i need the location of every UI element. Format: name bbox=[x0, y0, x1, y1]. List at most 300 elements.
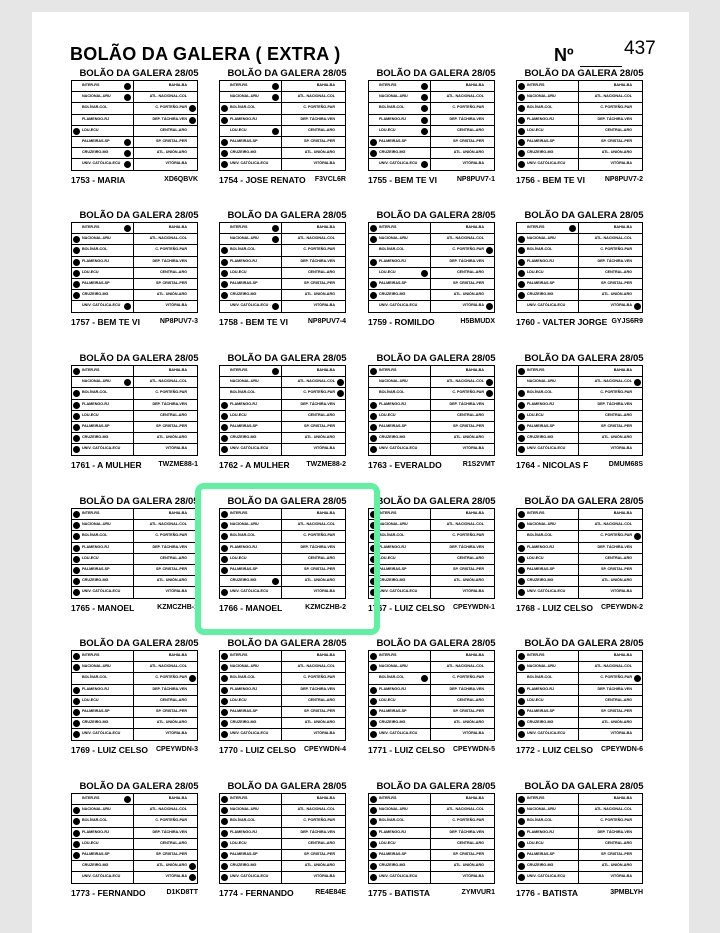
home-pick-dot bbox=[221, 270, 228, 277]
home-pick-dot bbox=[73, 236, 80, 243]
game-row bbox=[72, 828, 197, 839]
game-row bbox=[517, 148, 642, 159]
home-cell bbox=[369, 861, 431, 871]
away-team-label: VITÓRIA-BA bbox=[462, 874, 484, 879]
home-cell bbox=[517, 366, 579, 376]
home-cell bbox=[517, 301, 579, 312]
home-cell bbox=[517, 576, 579, 586]
away-cell bbox=[282, 861, 345, 871]
home-team-label: LDU-ECU bbox=[230, 127, 247, 132]
away-cell bbox=[579, 301, 642, 312]
game-row bbox=[220, 234, 345, 245]
away-cell bbox=[282, 850, 345, 860]
away-team-label: ATL. UNIÓN-ARG bbox=[156, 150, 187, 155]
home-pick-dot bbox=[518, 830, 525, 837]
home-team-label: FLAMENGO-RJ bbox=[527, 829, 555, 834]
home-cell bbox=[369, 92, 431, 102]
home-team-label: UNIV. CATÓLICA-ECU bbox=[82, 161, 121, 166]
away-cell bbox=[579, 543, 642, 553]
draw-pick-dot bbox=[124, 83, 131, 90]
ticket-footer bbox=[71, 173, 198, 187]
ticket-player-name: 1761 - A MULHER bbox=[71, 460, 142, 470]
home-cell bbox=[72, 103, 134, 113]
home-team-label: PALMEIRAS-SP bbox=[527, 281, 555, 285]
away-team-label: SP. CRISTAL-PER bbox=[303, 567, 335, 571]
home-team-label: LDU-ECU bbox=[527, 697, 544, 702]
away-team-label: BAHIA-BA bbox=[465, 653, 484, 657]
game-row bbox=[220, 565, 345, 576]
away-cell bbox=[134, 245, 197, 255]
home-pick-dot bbox=[518, 556, 525, 563]
game-row bbox=[72, 433, 197, 444]
home-pick-dot bbox=[370, 664, 377, 671]
draw-pick-dot bbox=[272, 368, 279, 375]
away-cell bbox=[431, 92, 494, 102]
away-team-label: BAHIA-BA bbox=[465, 368, 484, 372]
game-row bbox=[517, 696, 642, 707]
home-pick-dot bbox=[518, 105, 525, 112]
draw-pick-dot bbox=[124, 379, 131, 386]
ticket-code: CPEYWDN-5 bbox=[452, 746, 495, 753]
ticket-title: BOLÃO DA GALERA 28/05 bbox=[227, 781, 347, 792]
away-cell bbox=[134, 565, 197, 575]
ticket-card bbox=[366, 210, 506, 336]
home-team-label: PALMEIRAS-SP bbox=[82, 281, 110, 285]
away-team-label: ATL. NACIONAL-COL bbox=[149, 664, 187, 669]
away-cell bbox=[134, 279, 197, 289]
away-pick-dot bbox=[634, 533, 641, 540]
away-cell bbox=[431, 662, 494, 672]
away-cell bbox=[431, 126, 494, 136]
away-team-label: CENTRAL-ARG bbox=[456, 555, 484, 560]
home-pick-dot bbox=[518, 664, 525, 671]
ticket-card bbox=[69, 210, 209, 336]
home-pick-dot bbox=[518, 128, 525, 135]
home-cell bbox=[517, 400, 579, 410]
home-pick-dot bbox=[73, 270, 80, 277]
away-team-label: VITÓRIA-BA bbox=[610, 446, 632, 451]
ticket-card bbox=[69, 353, 209, 479]
game-row bbox=[220, 444, 345, 455]
home-pick-dot bbox=[221, 413, 228, 420]
game-row bbox=[369, 662, 494, 673]
away-cell bbox=[579, 115, 642, 125]
home-team-label: PALMEIRAS-SP bbox=[230, 852, 258, 856]
home-pick-dot bbox=[518, 731, 525, 738]
away-team-label: SP. CRISTAL-PER bbox=[155, 852, 187, 856]
game-row bbox=[72, 509, 197, 520]
game-row bbox=[369, 509, 494, 520]
home-pick-dot bbox=[73, 818, 80, 825]
home-team-label: INTER-RS bbox=[230, 653, 248, 657]
game-row bbox=[517, 816, 642, 827]
ticket-games-table bbox=[219, 508, 346, 599]
home-pick-dot bbox=[221, 567, 228, 574]
away-team-label: SP. CRISTAL-PER bbox=[452, 281, 484, 285]
home-cell bbox=[220, 839, 282, 849]
away-cell bbox=[431, 444, 494, 455]
home-cell bbox=[369, 805, 431, 815]
away-pick-dot bbox=[337, 390, 344, 397]
home-team-label: CRUZEIRO-MG bbox=[527, 720, 554, 725]
game-row bbox=[369, 816, 494, 827]
home-team-label: FLAMENGO-RJ bbox=[527, 401, 555, 406]
ticket-games-table bbox=[71, 365, 198, 456]
home-pick-dot bbox=[518, 292, 525, 299]
away-team-label: ATL. UNIÓN-ARG bbox=[453, 578, 484, 583]
away-cell bbox=[431, 245, 494, 255]
away-pick-dot bbox=[486, 390, 493, 397]
game-row bbox=[220, 509, 345, 520]
away-cell bbox=[579, 816, 642, 826]
away-cell bbox=[579, 290, 642, 300]
draw-pick-dot bbox=[272, 236, 279, 243]
home-pick-dot bbox=[370, 545, 377, 552]
home-cell bbox=[517, 816, 579, 826]
home-team-label: BOLÍVAR-COL bbox=[527, 105, 553, 110]
home-cell bbox=[369, 400, 431, 410]
home-cell bbox=[369, 543, 431, 553]
away-team-label: ATL. NACIONAL-COL bbox=[297, 522, 335, 527]
home-team-label: NACIONAL-URU bbox=[230, 522, 259, 527]
home-pick-dot bbox=[370, 841, 377, 848]
away-cell bbox=[431, 805, 494, 815]
away-cell bbox=[579, 805, 642, 815]
ticket-title: BOLÃO DA GALERA 28/05 bbox=[79, 638, 199, 649]
away-team-label: SP. CRISTAL-PER bbox=[600, 139, 632, 143]
game-row bbox=[517, 257, 642, 268]
away-cell bbox=[134, 137, 197, 147]
ticket-code: DMUM68S bbox=[608, 461, 643, 468]
home-cell bbox=[220, 103, 282, 113]
away-pick-dot bbox=[486, 303, 493, 310]
game-row bbox=[72, 148, 197, 159]
game-row bbox=[517, 850, 642, 861]
home-cell bbox=[220, 861, 282, 871]
home-team-label: PALMEIRAS-SP bbox=[230, 709, 258, 713]
away-team-label: CENTRAL-ARG bbox=[456, 412, 484, 417]
game-row bbox=[72, 554, 197, 565]
home-pick-dot bbox=[221, 556, 228, 563]
home-team-label: FLAMENGO-RJ bbox=[82, 258, 110, 263]
home-cell bbox=[220, 662, 282, 672]
away-team-label: C. PORTEÑO-PAR bbox=[155, 675, 187, 680]
away-team-label: ATL. UNIÓN-ARG bbox=[156, 435, 187, 440]
away-cell bbox=[134, 673, 197, 683]
home-cell bbox=[220, 444, 282, 455]
home-cell bbox=[517, 115, 579, 125]
away-cell bbox=[282, 433, 345, 443]
away-cell bbox=[431, 685, 494, 695]
game-row bbox=[517, 805, 642, 816]
game-row bbox=[220, 794, 345, 805]
game-row bbox=[220, 433, 345, 444]
home-cell bbox=[517, 81, 579, 91]
away-team-label: ATL. UNIÓN-ARG bbox=[601, 150, 632, 155]
ticket-player-name: 1776 - BATISTA bbox=[516, 888, 579, 898]
home-cell bbox=[369, 301, 431, 312]
home-team-label: CRUZEIRO-MG bbox=[379, 292, 406, 297]
ticket-footer bbox=[71, 458, 198, 472]
home-pick-dot bbox=[221, 511, 228, 518]
home-team-label: LDU-ECU bbox=[379, 840, 396, 845]
home-cell bbox=[517, 565, 579, 575]
home-pick-dot bbox=[73, 807, 80, 814]
home-cell bbox=[369, 433, 431, 443]
home-pick-dot bbox=[370, 653, 377, 660]
home-pick-dot bbox=[73, 687, 80, 694]
draw-pick-dot bbox=[124, 161, 131, 168]
ticket-games-table bbox=[368, 222, 495, 313]
away-cell bbox=[431, 794, 494, 804]
ticket-player-name: 1762 - A MULHER bbox=[219, 460, 290, 470]
away-team-label: DEP. TÁCHIRA-VEN bbox=[597, 258, 632, 263]
home-team-label: NACIONAL-URU bbox=[527, 522, 556, 527]
ticket-code: CPEYWDN-3 bbox=[155, 746, 198, 753]
ticket-games-table bbox=[368, 793, 495, 884]
away-cell bbox=[431, 850, 494, 860]
game-row bbox=[369, 279, 494, 290]
home-pick-dot bbox=[370, 874, 377, 881]
away-cell bbox=[282, 268, 345, 278]
home-team-label: PALMEIRAS-SP bbox=[527, 709, 555, 713]
game-row bbox=[72, 565, 197, 576]
home-cell bbox=[517, 696, 579, 706]
away-cell bbox=[134, 839, 197, 849]
away-team-label: VITÓRIA-BA bbox=[165, 303, 187, 308]
home-pick-dot bbox=[370, 863, 377, 870]
game-row bbox=[369, 301, 494, 312]
away-team-label: BAHIA-BA bbox=[316, 83, 335, 87]
away-cell bbox=[579, 257, 642, 267]
game-row bbox=[220, 366, 345, 377]
away-team-label: ATL. UNIÓN-ARG bbox=[304, 863, 335, 868]
home-pick-dot bbox=[73, 435, 80, 442]
away-cell bbox=[431, 828, 494, 838]
home-team-label: CRUZEIRO-MG bbox=[379, 578, 406, 583]
away-team-label: SP. CRISTAL-PER bbox=[155, 424, 187, 428]
home-pick-dot bbox=[73, 128, 80, 135]
away-team-label: CENTRAL-ARG bbox=[456, 269, 484, 274]
game-row bbox=[369, 81, 494, 92]
game-row bbox=[220, 126, 345, 137]
away-team-label: BAHIA-BA bbox=[316, 225, 335, 229]
home-cell bbox=[517, 137, 579, 147]
away-team-label: C. PORTEÑO-PAR bbox=[303, 675, 335, 680]
game-row bbox=[72, 718, 197, 729]
home-pick-dot bbox=[518, 236, 525, 243]
away-cell bbox=[282, 411, 345, 421]
home-pick-dot bbox=[73, 545, 80, 552]
home-team-label: NACIONAL-URU bbox=[379, 236, 408, 241]
home-cell bbox=[369, 828, 431, 838]
home-team-label: UNIV. CATÓLICA-ECU bbox=[527, 161, 566, 166]
away-cell bbox=[134, 794, 197, 804]
game-row bbox=[517, 81, 642, 92]
away-pick-dot bbox=[337, 379, 344, 386]
away-team-label: CENTRAL-ARG bbox=[159, 697, 187, 702]
home-cell bbox=[72, 377, 134, 387]
away-team-label: C. PORTEÑO-PAR bbox=[303, 818, 335, 823]
game-row bbox=[517, 159, 642, 170]
away-cell bbox=[431, 223, 494, 233]
home-team-label: CRUZEIRO-MG bbox=[230, 720, 257, 725]
home-cell bbox=[72, 673, 134, 683]
game-row bbox=[369, 366, 494, 377]
game-row bbox=[517, 245, 642, 256]
home-team-label: FLAMENGO-RJ bbox=[82, 686, 110, 691]
away-team-label: ATL. NACIONAL-COL bbox=[297, 379, 335, 384]
home-pick-dot bbox=[221, 533, 228, 540]
home-team-label: BOLÍVAR-COL bbox=[230, 390, 256, 395]
ticket-card bbox=[366, 638, 506, 764]
home-team-label: BOLÍVAR-COL bbox=[527, 675, 553, 680]
ticket-footer bbox=[516, 886, 643, 900]
game-row bbox=[517, 422, 642, 433]
ticket-footer bbox=[71, 315, 198, 329]
ticket-player-name: 1766 - MANOEL bbox=[219, 603, 283, 613]
away-cell bbox=[431, 565, 494, 575]
away-cell bbox=[134, 850, 197, 860]
home-cell bbox=[220, 148, 282, 158]
ticket-games-table bbox=[71, 80, 198, 171]
away-team-label: SP. CRISTAL-PER bbox=[303, 139, 335, 143]
away-cell bbox=[282, 422, 345, 432]
away-team-label: C. PORTEÑO-PAR bbox=[600, 818, 632, 823]
home-team-label: PALMEIRAS-SP bbox=[82, 709, 110, 713]
away-cell bbox=[431, 816, 494, 826]
game-row bbox=[220, 707, 345, 718]
home-cell bbox=[517, 234, 579, 244]
game-row bbox=[220, 816, 345, 827]
away-cell bbox=[431, 718, 494, 728]
away-team-label: SP. CRISTAL-PER bbox=[155, 139, 187, 143]
ticket-title: BOLÃO DA GALERA 28/05 bbox=[376, 638, 496, 649]
home-team-label: INTER-RS bbox=[82, 511, 100, 515]
home-pick-dot bbox=[221, 664, 228, 671]
away-team-label: CENTRAL-ARG bbox=[307, 840, 335, 845]
away-cell bbox=[579, 433, 642, 443]
game-row bbox=[72, 673, 197, 684]
away-team-label: ATL. NACIONAL-COL bbox=[594, 379, 632, 384]
ticket-games-table bbox=[71, 650, 198, 741]
away-team-label: ATL. NACIONAL-COL bbox=[149, 236, 187, 241]
away-pick-dot bbox=[189, 105, 196, 112]
ticket-code: TWZME88-1 bbox=[158, 461, 198, 468]
home-team-label: NACIONAL-URU bbox=[379, 522, 408, 527]
away-cell bbox=[579, 587, 642, 598]
home-team-label: BOLÍVAR-COL bbox=[379, 533, 405, 538]
away-team-label: ATL. NACIONAL-COL bbox=[149, 94, 187, 99]
game-row bbox=[220, 279, 345, 290]
draw-pick-dot bbox=[421, 105, 428, 112]
away-team-label: SP. CRISTAL-PER bbox=[303, 281, 335, 285]
ticket-code: XD6QBVK bbox=[164, 176, 198, 183]
home-pick-dot bbox=[370, 281, 377, 288]
away-team-label: SP. CRISTAL-PER bbox=[452, 709, 484, 713]
game-row bbox=[369, 554, 494, 565]
away-cell bbox=[134, 388, 197, 398]
ticket-title: BOLÃO DA GALERA 28/05 bbox=[524, 68, 644, 79]
home-team-label: BOLÍVAR-COL bbox=[82, 533, 108, 538]
away-cell bbox=[282, 816, 345, 826]
away-cell bbox=[579, 707, 642, 717]
away-cell bbox=[431, 509, 494, 519]
home-team-label: BOLÍVAR-COL bbox=[527, 533, 553, 538]
home-team-label: INTER-RS bbox=[527, 511, 545, 515]
home-pick-dot bbox=[73, 390, 80, 397]
away-cell bbox=[431, 137, 494, 147]
away-cell bbox=[579, 388, 642, 398]
game-row bbox=[220, 850, 345, 861]
home-pick-dot bbox=[518, 424, 525, 431]
home-cell bbox=[220, 126, 282, 136]
home-team-label: CRUZEIRO-MG bbox=[230, 578, 257, 583]
away-pick-dot bbox=[486, 247, 493, 254]
away-team-label: SP. CRISTAL-PER bbox=[303, 424, 335, 428]
home-team-label: CRUZEIRO-MG bbox=[230, 863, 257, 868]
home-team-label: UNIV. CATÓLICA-ECU bbox=[82, 446, 121, 451]
ticket-card bbox=[217, 496, 357, 622]
home-cell bbox=[72, 257, 134, 267]
ticket-games-table bbox=[516, 508, 643, 599]
away-team-label: SP. CRISTAL-PER bbox=[452, 139, 484, 143]
away-team-label: C. PORTEÑO-PAR bbox=[155, 105, 187, 110]
home-pick-dot bbox=[370, 589, 377, 596]
game-row bbox=[369, 576, 494, 587]
home-team-label: CRUZEIRO-MG bbox=[230, 292, 257, 297]
game-row bbox=[369, 565, 494, 576]
home-team-label: INTER-RS bbox=[527, 83, 545, 87]
home-cell bbox=[517, 92, 579, 102]
away-cell bbox=[431, 279, 494, 289]
ticket-card bbox=[366, 353, 506, 479]
away-team-label: ATL. UNIÓN-ARG bbox=[453, 435, 484, 440]
home-cell bbox=[220, 828, 282, 838]
game-row bbox=[369, 400, 494, 411]
ticket-title: BOLÃO DA GALERA 28/05 bbox=[524, 638, 644, 649]
away-cell bbox=[282, 531, 345, 541]
away-team-label: VITÓRIA-BA bbox=[462, 303, 484, 308]
home-pick-dot bbox=[370, 368, 377, 375]
away-team-label: ATL. NACIONAL-COL bbox=[297, 807, 335, 812]
home-cell bbox=[369, 137, 431, 147]
away-cell bbox=[282, 554, 345, 564]
game-row bbox=[72, 805, 197, 816]
home-team-label: INTER-RS bbox=[379, 796, 397, 800]
away-team-label: DEP. TÁCHIRA-VEN bbox=[152, 829, 187, 834]
ticket-footer bbox=[219, 173, 346, 187]
away-team-label: VITÓRIA-BA bbox=[165, 731, 187, 736]
game-row bbox=[220, 861, 345, 872]
home-cell bbox=[517, 685, 579, 695]
home-pick-dot bbox=[518, 83, 525, 90]
home-cell bbox=[369, 520, 431, 530]
away-cell bbox=[134, 696, 197, 706]
home-pick-dot bbox=[221, 731, 228, 738]
ticket-player-name: 1771 - LUIZ CELSO bbox=[368, 745, 445, 755]
home-team-label: UNIV. CATÓLICA-ECU bbox=[230, 161, 269, 166]
away-team-label: ATL. NACIONAL-COL bbox=[446, 522, 484, 527]
game-row bbox=[72, 257, 197, 268]
away-team-label: VITÓRIA-BA bbox=[313, 731, 335, 736]
away-team-label: SP. CRISTAL-PER bbox=[600, 281, 632, 285]
home-pick-dot bbox=[221, 150, 228, 157]
home-cell bbox=[220, 794, 282, 804]
home-cell bbox=[220, 92, 282, 102]
home-team-label: BOLÍVAR-COL bbox=[82, 390, 108, 395]
away-cell bbox=[134, 729, 197, 740]
